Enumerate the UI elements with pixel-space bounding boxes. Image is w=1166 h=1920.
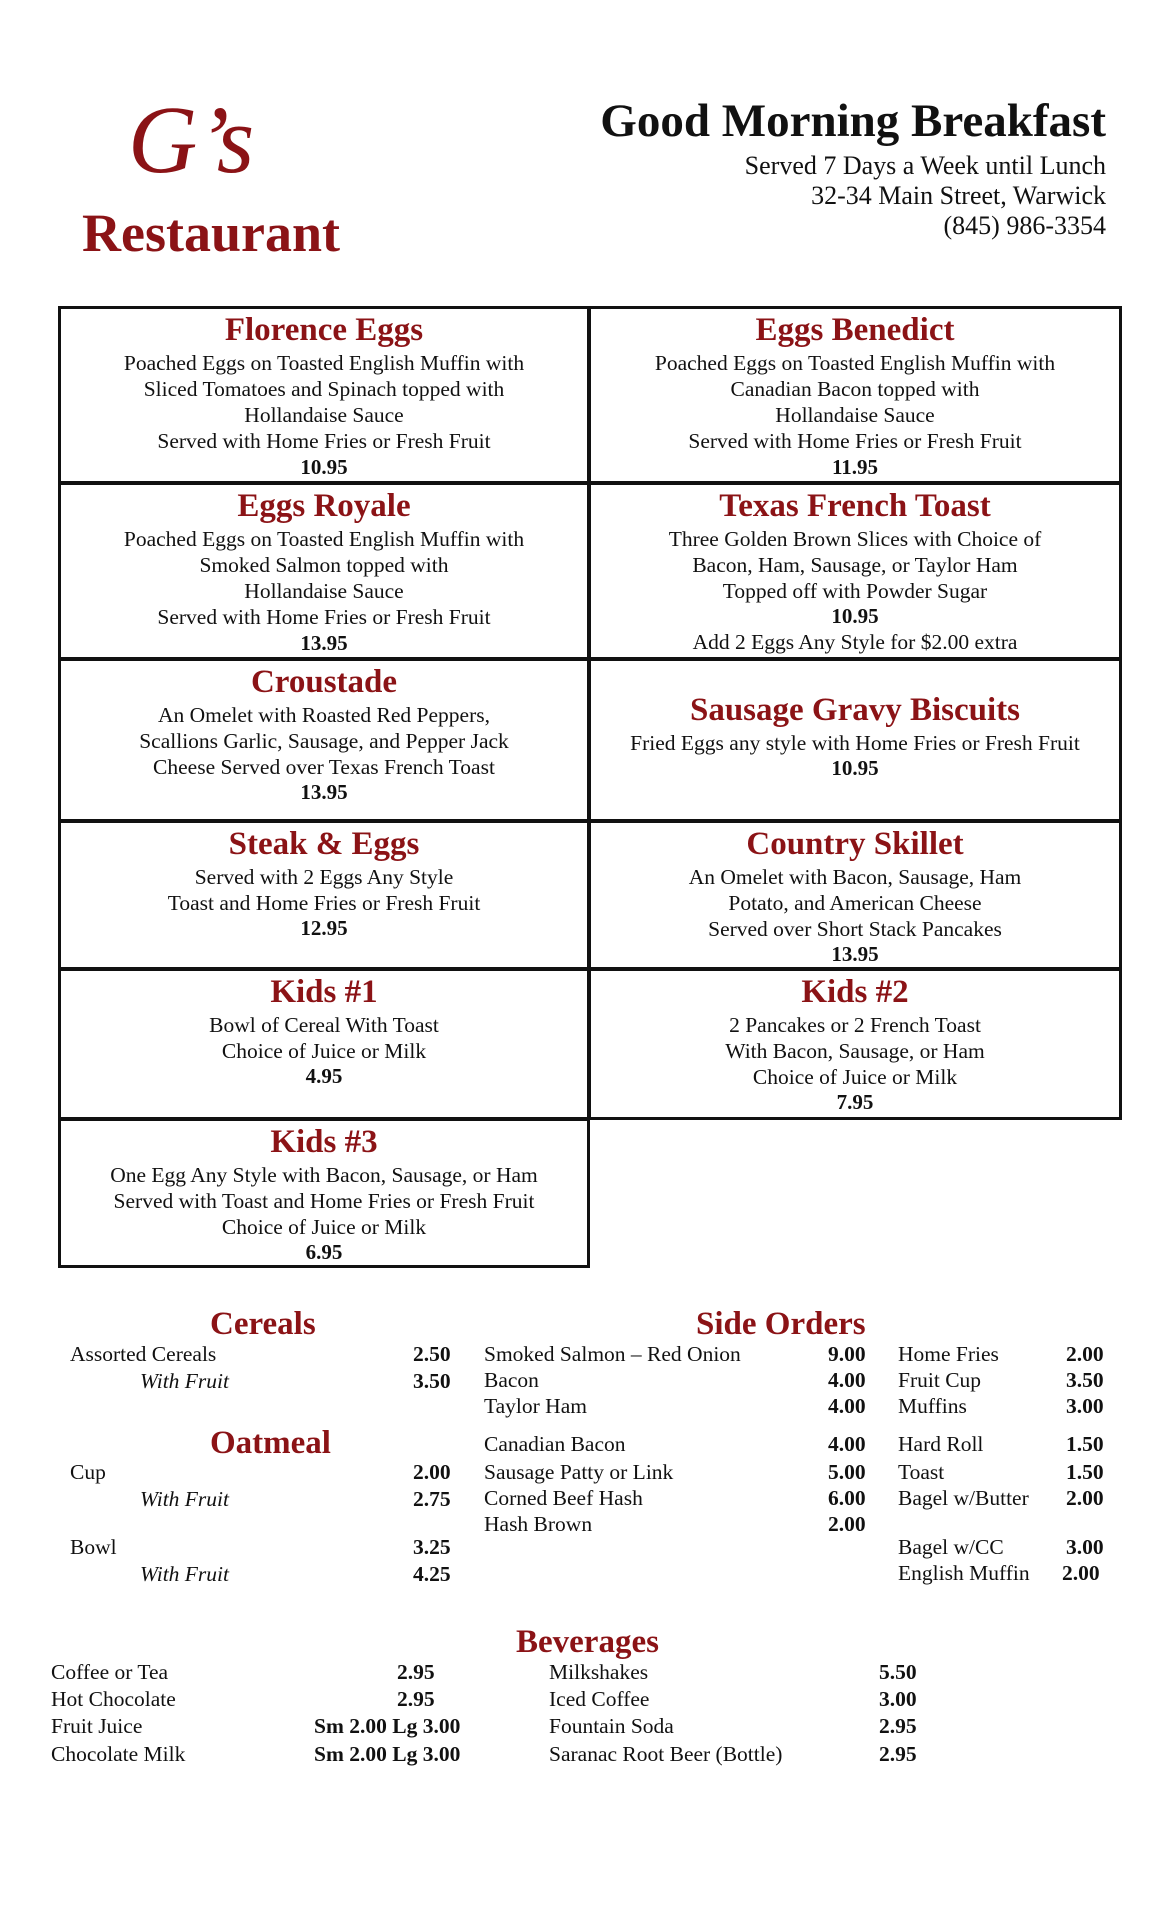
item-price: 2.00 bbox=[413, 1460, 451, 1484]
item-price: Sm 2.00 Lg 3.00 bbox=[314, 1742, 461, 1766]
menu-item-description: Served with 2 Eggs Any Style bbox=[194, 864, 454, 889]
item-price: 6.00 bbox=[828, 1486, 866, 1510]
menu-item-price: 6.95 bbox=[305, 1240, 343, 1265]
side-order-row bbox=[484, 1514, 874, 1538]
item-price: 4.00 bbox=[828, 1432, 866, 1456]
side-order-row bbox=[898, 1396, 1108, 1420]
item-name: Iced Coffee bbox=[549, 1687, 650, 1711]
item-name: Fruit Juice bbox=[51, 1714, 143, 1738]
oatmeal-row bbox=[70, 1489, 470, 1513]
oatmeal-row bbox=[70, 1564, 470, 1588]
menu-item-price: 10.95 bbox=[300, 454, 348, 479]
side-order-row bbox=[484, 1370, 874, 1394]
menu-item-croustade bbox=[58, 658, 590, 822]
menu-item-description: Three Golden Brown Slices with Choice of bbox=[668, 526, 1042, 551]
item-name: Hot Chocolate bbox=[51, 1687, 176, 1711]
item-name: Coffee or Tea bbox=[51, 1660, 169, 1684]
oatmeal-row bbox=[70, 1537, 470, 1561]
menu-item-kids-1 bbox=[58, 968, 590, 1120]
side-order-row bbox=[898, 1434, 1108, 1458]
menu-item-title: Eggs Royale bbox=[237, 488, 411, 524]
side-order-row bbox=[898, 1370, 1108, 1394]
item-name: Toast bbox=[898, 1460, 945, 1484]
menu-item-description: Poached Eggs on Toasted English Muffin with bbox=[123, 350, 525, 375]
item-name: With Fruit bbox=[140, 1369, 229, 1393]
menu-item-eggs-benedict bbox=[588, 306, 1122, 484]
beverage-row bbox=[549, 1744, 949, 1768]
menu-item-price: 7.95 bbox=[836, 1090, 874, 1115]
item-name: Fruit Cup bbox=[898, 1368, 982, 1392]
item-name: Hard Roll bbox=[898, 1432, 984, 1456]
menu-item-title: Florence Eggs bbox=[224, 312, 424, 348]
menu-item-price: 13.95 bbox=[300, 630, 348, 655]
item-price: 2.95 bbox=[879, 1742, 917, 1766]
item-name: Cup bbox=[70, 1460, 106, 1484]
menu-item-florence-eggs bbox=[58, 306, 590, 484]
menu-item-title: Kids #2 bbox=[801, 974, 909, 1010]
serving-hours: Served 7 Days a Week until Lunch bbox=[744, 151, 1106, 180]
item-price: 2.00 bbox=[1066, 1486, 1104, 1510]
item-name: Sausage Patty or Link bbox=[484, 1460, 674, 1484]
item-name: Bacon bbox=[484, 1368, 539, 1392]
beverages-heading: Beverages bbox=[516, 1624, 659, 1660]
item-name: With Fruit bbox=[140, 1562, 229, 1586]
item-price: 2.95 bbox=[879, 1714, 917, 1738]
menu-item-title: Croustade bbox=[250, 664, 398, 700]
menu-item-description: Poached Eggs on Toasted English Muffin with bbox=[123, 526, 525, 551]
item-price: 2.75 bbox=[413, 1487, 451, 1511]
item-name: Corned Beef Hash bbox=[484, 1486, 643, 1510]
menu-item-price: 13.95 bbox=[831, 942, 879, 967]
item-price: 2.00 bbox=[1062, 1561, 1100, 1585]
menu-item-description: Potato, and American Cheese bbox=[728, 890, 982, 915]
item-price: 2.00 bbox=[1066, 1342, 1104, 1366]
item-name: With Fruit bbox=[140, 1487, 229, 1511]
item-price: 2.95 bbox=[397, 1687, 435, 1711]
menu-item-title: Kids #3 bbox=[270, 1124, 378, 1160]
beverage-row bbox=[51, 1716, 481, 1740]
item-name: Bagel w/Butter bbox=[898, 1486, 1029, 1510]
item-price: 2.50 bbox=[413, 1342, 451, 1366]
side-order-row bbox=[484, 1488, 874, 1512]
item-name: Canadian Bacon bbox=[484, 1432, 626, 1456]
menu-item-price: 11.95 bbox=[831, 454, 879, 479]
item-name: Home Fries bbox=[898, 1342, 999, 1366]
item-price: 3.50 bbox=[1066, 1368, 1104, 1392]
item-name: Bagel w/CC bbox=[898, 1535, 1004, 1559]
menu-item-note: Add 2 Eggs Any Style for $2.00 extra bbox=[692, 630, 1018, 655]
menu-item-description: Canadian Bacon topped with bbox=[730, 376, 980, 401]
menu-item-description: Bacon, Ham, Sausage, or Taylor Ham bbox=[692, 552, 1018, 577]
side-order-row bbox=[898, 1488, 1108, 1512]
item-price: 1.50 bbox=[1066, 1460, 1104, 1484]
item-price: 2.00 bbox=[828, 1512, 866, 1536]
menu-item-texas-french-toast bbox=[588, 482, 1122, 660]
beverage-row bbox=[549, 1662, 949, 1686]
menu-item-description: 2 Pancakes or 2 French Toast bbox=[729, 1012, 981, 1037]
menu-item-sausage-gravy-biscuits bbox=[588, 658, 1122, 822]
menu-item-description: Hollandaise Sauce bbox=[244, 579, 404, 604]
item-name: Milkshakes bbox=[549, 1660, 649, 1684]
cereal-row bbox=[70, 1371, 470, 1395]
menu-item-price: 13.95 bbox=[300, 780, 348, 805]
phone-number: (845) 986-3354 bbox=[943, 211, 1106, 240]
menu-item-kids-3 bbox=[58, 1118, 590, 1268]
item-price: 4.00 bbox=[828, 1368, 866, 1392]
side-order-row bbox=[898, 1537, 1108, 1561]
beverage-row bbox=[549, 1716, 949, 1740]
cereal-row bbox=[70, 1344, 470, 1368]
item-name: Fountain Soda bbox=[549, 1714, 674, 1738]
item-price: 3.50 bbox=[413, 1369, 451, 1393]
item-name: Saranac Root Beer (Bottle) bbox=[549, 1742, 783, 1766]
menu-item-title: Kids #1 bbox=[270, 974, 378, 1010]
item-price: 9.00 bbox=[828, 1342, 866, 1366]
page-title: Good Morning Breakfast bbox=[600, 95, 1106, 147]
menu-item-country-skillet bbox=[588, 820, 1122, 970]
menu-item-description: Sliced Tomatoes and Spinach topped with bbox=[143, 376, 505, 401]
side-order-row bbox=[484, 1462, 874, 1486]
item-price: 3.00 bbox=[1066, 1535, 1104, 1559]
beverage-row bbox=[51, 1662, 481, 1686]
menu-item-title: Steak & Eggs bbox=[228, 826, 420, 862]
menu-item-price: 4.95 bbox=[305, 1064, 343, 1089]
item-price: 1.50 bbox=[1066, 1432, 1104, 1456]
menu-item-title: Country Skillet bbox=[746, 826, 964, 862]
menu-item-description: Cheese Served over Texas French Toast bbox=[153, 755, 495, 780]
menu-item-description: Choice of Juice or Milk bbox=[221, 1038, 427, 1063]
beverage-row bbox=[549, 1689, 949, 1713]
menu-item-description: Poached Eggs on Toasted English Muffin with bbox=[654, 350, 1056, 375]
menu-item-description: Served with Home Fries or Fresh Fruit bbox=[688, 429, 1022, 454]
menu-item-title: Eggs Benedict bbox=[755, 312, 955, 348]
side-order-row bbox=[484, 1396, 874, 1420]
side-order-row bbox=[898, 1462, 1108, 1486]
beverage-row bbox=[51, 1744, 481, 1768]
menu-item-description: Bowl of Cereal With Toast bbox=[209, 1012, 439, 1037]
menu-item-description: Topped off with Powder Sugar bbox=[722, 579, 988, 604]
item-price: 4.00 bbox=[828, 1394, 866, 1418]
menu-item-description: An Omelet with Roasted Red Peppers, bbox=[157, 702, 490, 727]
item-price: Sm 2.00 Lg 3.00 bbox=[314, 1714, 461, 1738]
oatmeal-heading: Oatmeal bbox=[210, 1425, 331, 1461]
item-price: 3.00 bbox=[1066, 1394, 1104, 1418]
menu-item-description: An Omelet with Bacon, Sausage, Ham bbox=[688, 864, 1022, 889]
menu-item-description: Served with Home Fries or Fresh Fruit bbox=[157, 605, 491, 630]
logo-restaurant: Restaurant bbox=[82, 203, 340, 263]
menu-item-price: 10.95 bbox=[831, 756, 879, 781]
item-name: Smoked Salmon – Red Onion bbox=[484, 1342, 741, 1366]
item-price: 5.50 bbox=[879, 1660, 917, 1684]
side-order-row bbox=[898, 1344, 1108, 1368]
menu-item-description: With Bacon, Sausage, or Ham bbox=[725, 1038, 985, 1063]
beverage-row bbox=[51, 1689, 481, 1713]
side-order-row bbox=[898, 1563, 1108, 1587]
menu-item-description: Smoked Salmon topped with bbox=[199, 552, 449, 577]
side-order-row bbox=[484, 1344, 874, 1368]
menu-item-steak-eggs bbox=[58, 820, 590, 970]
item-name: Bowl bbox=[70, 1535, 117, 1559]
side-orders-heading: Side Orders bbox=[696, 1306, 866, 1342]
menu-item-description: Choice of Juice or Milk bbox=[752, 1065, 958, 1090]
menu-item-description: Fried Eggs any style with Home Fries or Fresh Fruit bbox=[630, 730, 1080, 755]
oatmeal-row bbox=[70, 1462, 470, 1486]
menu-item-description: Served with Home Fries or Fresh Fruit bbox=[157, 429, 491, 454]
item-name: Chocolate Milk bbox=[51, 1742, 186, 1766]
menu-item-kids-2 bbox=[588, 968, 1122, 1120]
menu-item-title: Texas French Toast bbox=[719, 488, 991, 524]
menu-item-description: Hollandaise Sauce bbox=[244, 403, 404, 428]
item-price: 5.00 bbox=[828, 1460, 866, 1484]
item-name: Muffins bbox=[898, 1394, 967, 1418]
item-name: Taylor Ham bbox=[484, 1394, 587, 1418]
item-name: Hash Brown bbox=[484, 1512, 593, 1536]
menu-item-description: Served with Toast and Home Fries or Fresh Fruit bbox=[113, 1188, 535, 1213]
menu-item-description: Hollandaise Sauce bbox=[775, 403, 935, 428]
logo-initial: G’s bbox=[128, 86, 255, 193]
menu-item-price: 10.95 bbox=[831, 604, 879, 629]
menu-item-description: Scallions Garlic, Sausage, and Pepper Jack bbox=[139, 728, 509, 753]
item-price: 3.25 bbox=[413, 1535, 451, 1559]
menu-item-price: 12.95 bbox=[300, 916, 348, 941]
menu-item-description: One Egg Any Style with Bacon, Sausage, or Ham bbox=[110, 1162, 538, 1187]
menu-item-description: Toast and Home Fries or Fresh Fruit bbox=[167, 890, 481, 915]
item-price: 4.25 bbox=[413, 1562, 451, 1586]
menu-item-title: Sausage Gravy Biscuits bbox=[689, 692, 1021, 729]
address: 32-34 Main Street, Warwick bbox=[811, 181, 1106, 210]
item-price: 2.95 bbox=[397, 1660, 435, 1684]
item-name: English Muffin bbox=[898, 1561, 1030, 1585]
item-name: Assorted Cereals bbox=[70, 1342, 217, 1366]
item-price: 3.00 bbox=[879, 1687, 917, 1711]
cereals-heading: Cereals bbox=[210, 1306, 316, 1342]
side-order-row bbox=[484, 1434, 874, 1458]
menu-item-eggs-royale bbox=[58, 482, 590, 660]
menu-item-description: Served over Short Stack Pancakes bbox=[708, 917, 1002, 942]
menu-item-description: Choice of Juice or Milk bbox=[221, 1215, 427, 1240]
